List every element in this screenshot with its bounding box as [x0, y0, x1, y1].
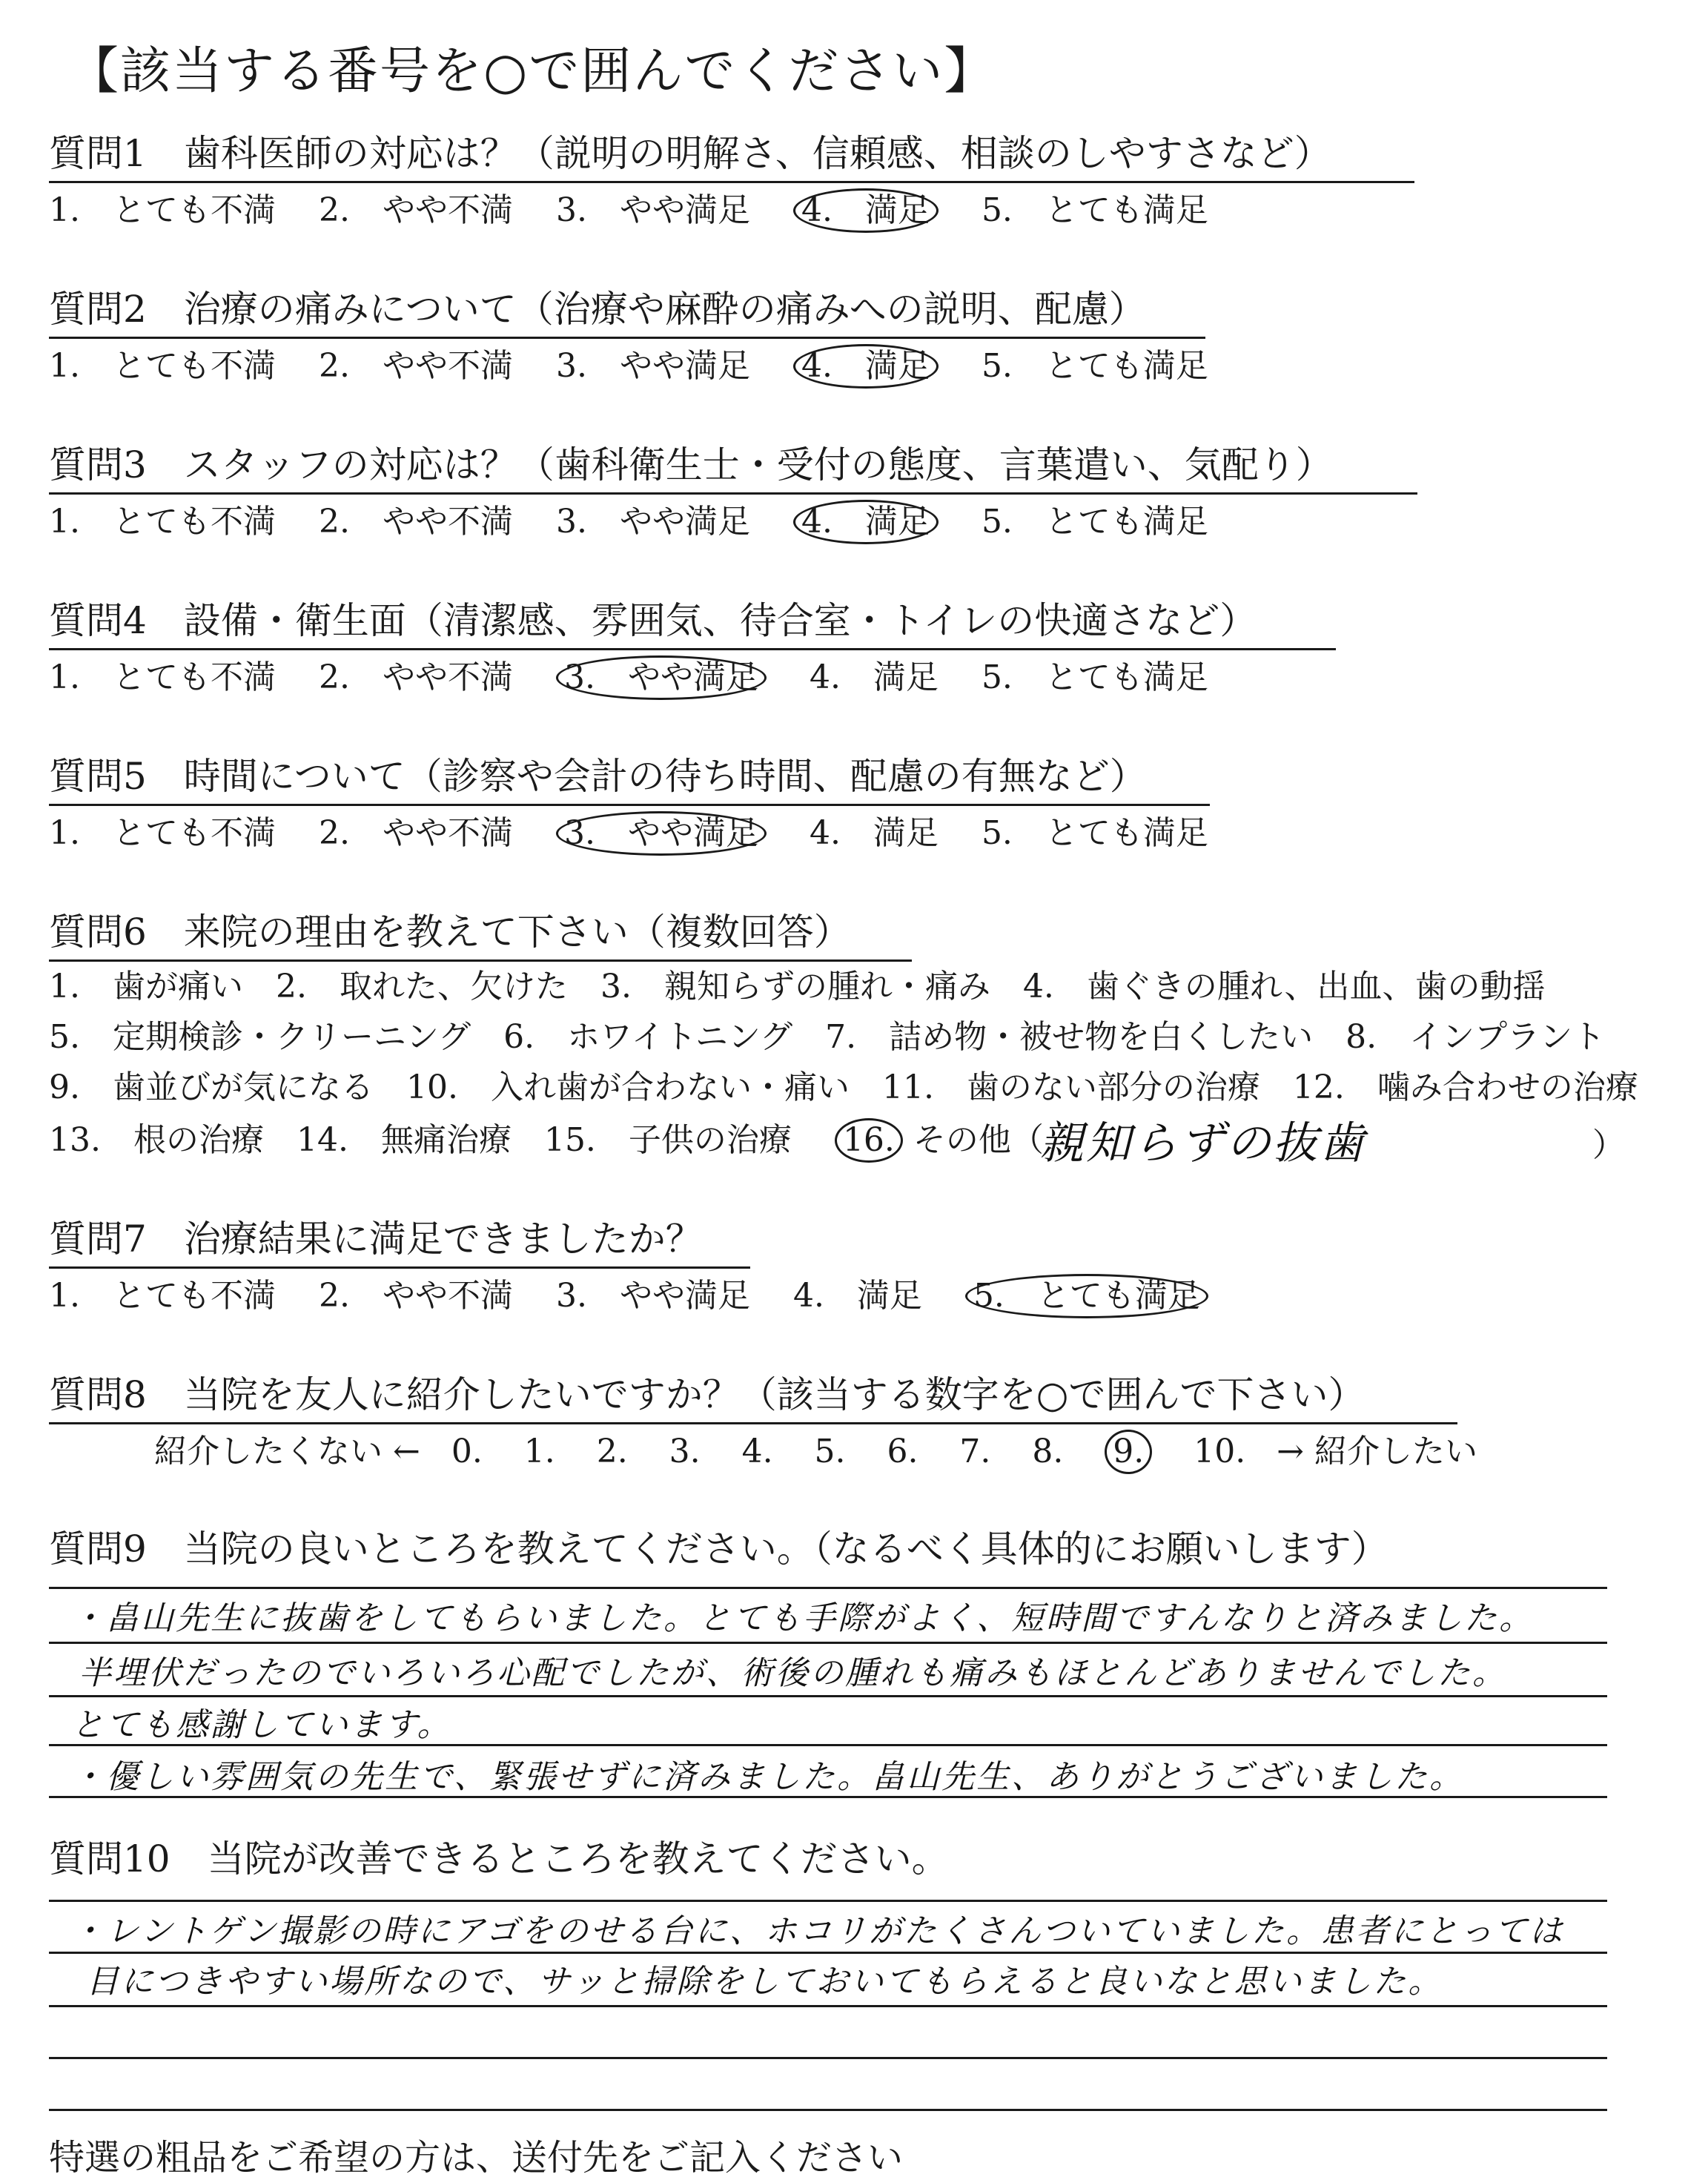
q3-option-2[interactable]: 2. やや不満	[318, 503, 513, 541]
q9-rule-top	[49, 1587, 1607, 1589]
q10-rule-1	[49, 1952, 1607, 1954]
q7-option-1[interactable]: 1. とても不満	[49, 1277, 276, 1315]
q2-option-2[interactable]: 2. やや不満	[318, 347, 513, 385]
q2-option-5[interactable]: 5. とても満足	[981, 347, 1208, 385]
q4-option-4[interactable]: 4. 満足	[809, 658, 939, 696]
q6-other-handwritten: 親知らずの抜歯	[1039, 1117, 1366, 1169]
instruction-header: 【該当する番号を○で囲んでください】	[68, 42, 996, 101]
q3-option-3[interactable]: 3. やや満足	[555, 503, 750, 541]
q6-options-line-4-prefix[interactable]: 13. 根の治療 14. 無痛治療 15. 子供の治療	[49, 1121, 792, 1159]
q5-option-4[interactable]: 4. 満足	[809, 814, 939, 852]
q8-scale-6[interactable]: 6.	[887, 1433, 918, 1470]
q6-option-16-circled[interactable]: 16.	[835, 1118, 903, 1163]
q3-option-5[interactable]: 5. とても満足	[981, 503, 1208, 541]
q9-answer-line-4: ・優しい雰囲気の先生で、緊張せずに済みました。畠山先生、ありがとうございました。	[71, 1758, 1465, 1796]
q8-scale-2[interactable]: 2.	[596, 1433, 628, 1470]
q8-scale-9-circled[interactable]: 9.	[1105, 1430, 1152, 1474]
q6-other-label: その他（	[913, 1121, 1044, 1159]
q10-rule-3	[49, 2057, 1607, 2059]
q3-option-4-circled[interactable]: 4. 満足	[793, 500, 939, 544]
q9-rule-3	[49, 1744, 1607, 1746]
question-2-options	[49, 344, 1208, 389]
q9-rule-1	[49, 1642, 1607, 1644]
q7-option-4[interactable]: 4. 満足	[792, 1277, 922, 1315]
q10-answer-line-2: 目につきやすい場所なので、サッと掃除をしておいてもらえると良いなと思いました。	[86, 1963, 1443, 2001]
q2-option-4-circled[interactable]: 4. 満足	[793, 344, 939, 389]
q7-option-3[interactable]: 3. やや満足	[555, 1277, 750, 1315]
question-10-title: 質問10 当院が改善できるところを教えてください。	[49, 1837, 949, 1880]
q6-options-line-4	[49, 1118, 1044, 1163]
q9-answer-line-3: とても感謝しています。	[71, 1706, 452, 1744]
q1-option-5[interactable]: 5. とても満足	[981, 191, 1208, 229]
q8-scale-4[interactable]: 4.	[741, 1433, 773, 1470]
q4-option-1[interactable]: 1. とても不満	[49, 658, 276, 696]
q6-close-paren: ）	[1592, 1126, 1625, 1164]
q9-rule-2	[49, 1695, 1607, 1697]
q5-option-2[interactable]: 2. やや不満	[318, 814, 513, 852]
question-9-title: 質問9 当院の良いところを教えてください。（なるべく具体的にお願いします）	[49, 1527, 1388, 1570]
question-2-title: 質問2 治療の痛みについて（治療や麻酔の痛みへの説明、配慮）	[49, 286, 1205, 339]
q1-option-2[interactable]: 2. やや不満	[318, 191, 513, 229]
q10-rule-4	[49, 2109, 1607, 2111]
q1-option-1[interactable]: 1. とても不満	[49, 191, 276, 229]
question-4-options	[49, 655, 1208, 700]
question-5-title: 質問5 時間について（診察や会計の待ち時間、配慮の有無など）	[49, 753, 1210, 806]
question-3-title: 質問3 スタッフの対応は？（歯科衛生士・受付の態度、言葉遣い、気配り）	[49, 442, 1417, 495]
q10-answer-line-1: ・レントゲン撮影の時にアゴをのせる台に、ホコリがたくさんついていました。患者にとっては	[71, 1912, 1565, 1950]
q8-scale-8[interactable]: 8.	[1032, 1433, 1064, 1470]
q6-options-line-3[interactable]: 9. 歯並びが気になる 10. 入れ歯が合わない・痛い 11. 歯のない部分の治療 12. 噛み合わせの治療	[49, 1068, 1638, 1106]
q8-scale-3[interactable]: 3.	[669, 1433, 701, 1470]
q4-option-5[interactable]: 5. とても満足	[981, 658, 1208, 696]
q1-option-3[interactable]: 3. やや満足	[555, 191, 750, 229]
q6-options-line-1[interactable]: 1. 歯が痛い 2. 取れた、欠けた 3. 親知らずの腫れ・痛み 4. 歯ぐきの腫れ、出血、歯の動揺	[49, 968, 1546, 1005]
q10-rule-2	[49, 2005, 1607, 2007]
question-7-options	[49, 1274, 1208, 1318]
q9-answer-line-2: 半埋伏だったのでいろいろ心配でしたが、術後の腫れも痛みもほとんどありませんでした。	[79, 1654, 1507, 1692]
q4-option-2[interactable]: 2. やや不満	[318, 658, 513, 696]
q9-answer-line-1: ・畠山先生に抜歯をしてもらいました。とても手際がよく、短時間ですんなりと済みました。	[71, 1599, 1535, 1637]
q4-option-3-circled[interactable]: 3. やや満足	[556, 655, 767, 700]
q7-option-2[interactable]: 2. やや不満	[318, 1277, 513, 1315]
question-8-title: 質問8 当院を友人に紹介したいですか？（該当する数字を○で囲んで下さい）	[49, 1372, 1457, 1424]
q2-option-3[interactable]: 3. やや満足	[555, 347, 750, 385]
q5-option-5[interactable]: 5. とても満足	[981, 814, 1208, 852]
question-5-options	[49, 811, 1208, 856]
q2-option-1[interactable]: 1. とても不満	[49, 347, 276, 385]
q8-scale-10[interactable]: 10.	[1194, 1433, 1246, 1470]
q6-options-line-2[interactable]: 5. 定期検診・クリーニング 6. ホワイトニング 7. 詰め物・被せ物を白くしたい 8. インプラント	[49, 1018, 1606, 1056]
q8-scale-1[interactable]: 1.	[523, 1433, 555, 1470]
q3-option-1[interactable]: 1. とても不満	[49, 503, 276, 541]
q7-option-5-circled[interactable]: 5. とても満足	[965, 1274, 1208, 1318]
question-1-options	[49, 188, 1208, 233]
question-6-title: 質問6 来院の理由を教えて下さい（複数回答）	[49, 909, 912, 962]
q8-right-label: → 紹介したい	[1277, 1433, 1478, 1470]
q8-scale-row	[154, 1430, 1477, 1474]
q5-option-1[interactable]: 1. とても不満	[49, 814, 276, 852]
q1-option-4-circled[interactable]: 4. 満足	[793, 188, 939, 233]
q5-option-3-circled[interactable]: 3. やや満足	[556, 811, 767, 856]
q8-scale-0[interactable]: 0.	[451, 1433, 483, 1470]
question-7-title: 質問7 治療結果に満足できましたか？	[49, 1216, 750, 1269]
q10-rule-top	[49, 1900, 1607, 1902]
q8-left-label: 紹介したくない ←	[154, 1433, 420, 1470]
q8-scale-5[interactable]: 5.	[814, 1433, 846, 1470]
footer-note: 特選の粗品をご希望の方は、送付先をご記入ください	[49, 2137, 904, 2179]
question-3-options	[49, 500, 1208, 544]
q9-rule-4	[49, 1796, 1607, 1798]
question-4-title: 質問4 設備・衛生面（清潔感、雰囲気、待合室・トイレの快適さなど）	[49, 598, 1336, 650]
q8-scale-7[interactable]: 7.	[959, 1433, 991, 1470]
question-1-title: 質問1 歯科医師の対応は？（説明の明解さ、信頼感、相談のしやすさなど）	[49, 131, 1414, 183]
